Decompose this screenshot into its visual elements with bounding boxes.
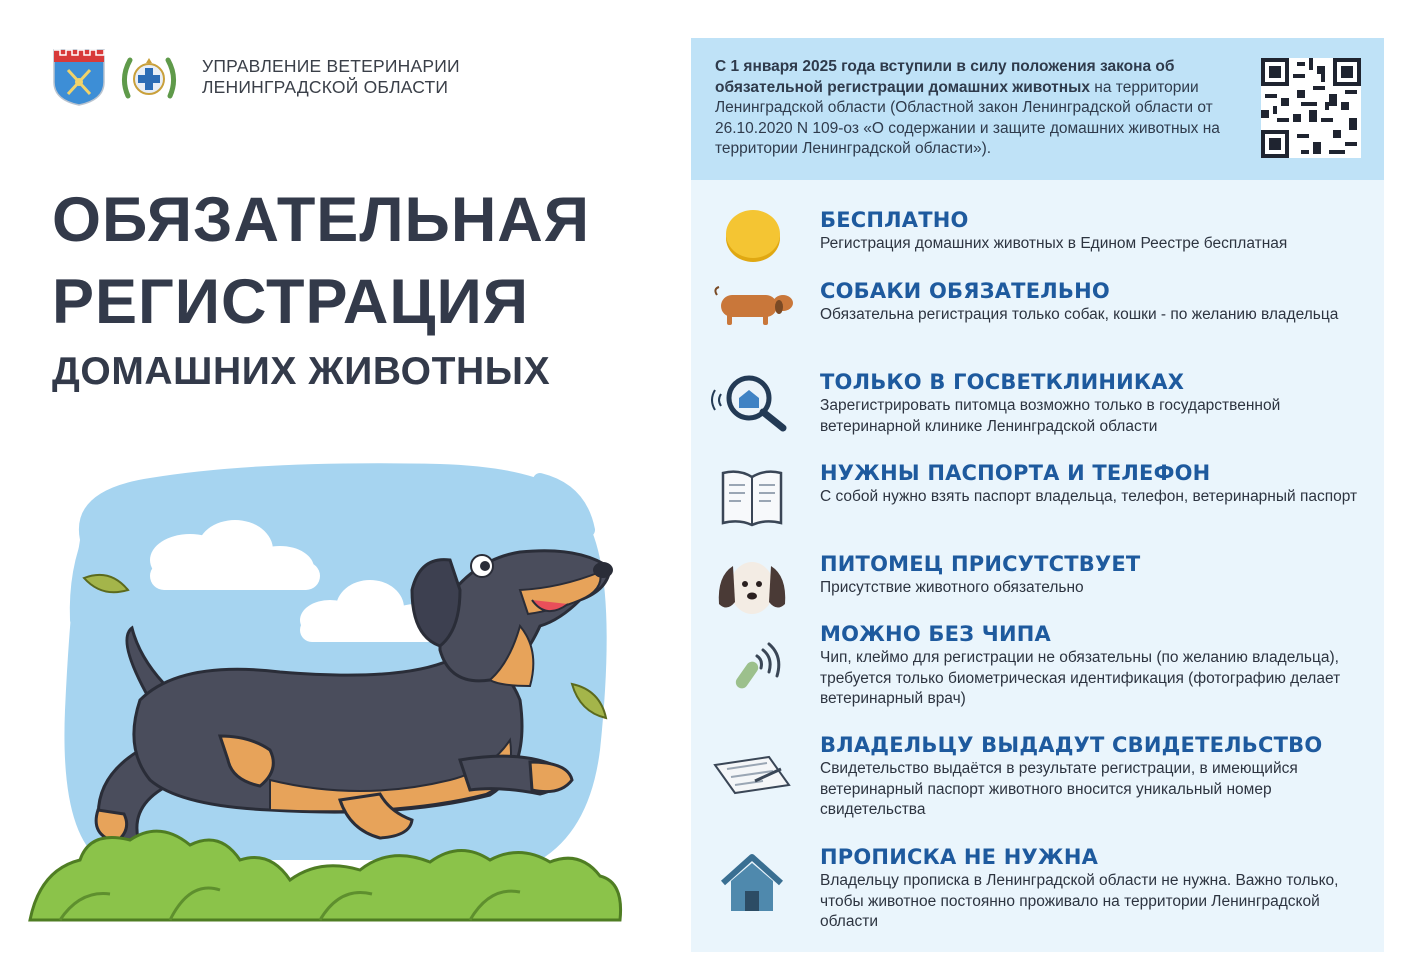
magnifier-clinic-icon (711, 370, 793, 432)
page-title-line-2: РЕГИСТРАЦИЯ (52, 267, 530, 337)
item-text: Обязательна регистрация только собак, кошки - по желанию владельца (820, 306, 1339, 323)
item-title: СОБАКИ ОБЯЗАТЕЛЬНО (820, 279, 1110, 303)
coin-icon (711, 204, 793, 266)
item-title: ТОЛЬКО В ГОСВЕТКЛИНИКАХ (820, 370, 1185, 394)
item-title: ПИТОМЕЦ ПРИСУТСТВУЕТ (820, 552, 1141, 576)
page-subtitle: ДОМАШНИХ ЖИВОТНЫХ (52, 350, 551, 393)
item-title: ВЛАДЕЛЬЦУ ВЫДАДУТ СВИДЕТЕЛЬСТВО (820, 733, 1323, 757)
item-title: ПРОПИСКА НЕ НУЖНА (820, 845, 1099, 869)
dachshund-illustration (20, 450, 640, 950)
item-text: Чип, клеймо для регистрации не обязательны (по желанию владельца), требуется только биометрическая идентификация (фотографию делает ветеринарный врач) (820, 649, 1341, 707)
org-line-1: УПРАВЛЕНИЕ ВЕТЕРИНАРИИ (202, 56, 460, 76)
item-text: Зарегистрировать питомца возможно только в государственной ветеринарной клинике Ленинградской области (820, 397, 1281, 435)
law-intro-box (691, 38, 1384, 180)
info-panel (691, 38, 1384, 952)
passport-book-icon (711, 467, 793, 529)
chip-icon (711, 636, 793, 698)
header-logos (52, 48, 460, 106)
item-text: Свидетельство выдаётся в результате регистрации, в имеющийся ветеринарный паспорт животного вносится уникальный номер свидетельства (820, 760, 1298, 818)
item-text: Присутствие животного обязательно (820, 579, 1084, 596)
house-icon (711, 853, 793, 915)
item-text: Регистрация домашних животных в Едином Реестре бесплатная (820, 235, 1288, 252)
veterinary-emblem-icon (118, 48, 180, 106)
item-title: БЕСПЛАТНО (820, 208, 969, 232)
org-line-2: ЛЕНИНГРАДСКОЙ ОБЛАСТИ (202, 77, 449, 97)
item-title: МОЖНО БЕЗ ЧИПА (820, 622, 1051, 646)
dog-icon (711, 279, 793, 341)
qr-code-icon[interactable] (1261, 58, 1361, 158)
law-intro-rest: на территории Ленинградской области (Областной закон Ленинградской области от 26.10.2020 N 109-оз «О содержании и защите домашних животных на территории Ленинградской области»). (715, 78, 1220, 157)
item-text: С собой нужно взять паспорт владельца, телефон, ветеринарный паспорт (820, 488, 1358, 505)
coat-of-arms-icon (52, 48, 106, 106)
item-text: Владельцу прописка в Ленинградской области не нужна. Важно только, чтобы животное постоянно проживало на территории Ленинградской области (820, 872, 1339, 930)
page-title-line-1: ОБЯЗАТЕЛЬНАЯ (52, 185, 591, 255)
organization-name (202, 56, 460, 98)
pet-face-icon (711, 556, 793, 618)
law-intro-bold: С 1 января 2025 года вступили в силу положения закона об обязательной регистрации домашних животных (715, 58, 1175, 96)
item-title: НУЖНЫ ПАСПОРТА И ТЕЛЕФОН (820, 461, 1211, 485)
law-intro-text (715, 57, 1245, 160)
certificate-icon (711, 747, 793, 809)
